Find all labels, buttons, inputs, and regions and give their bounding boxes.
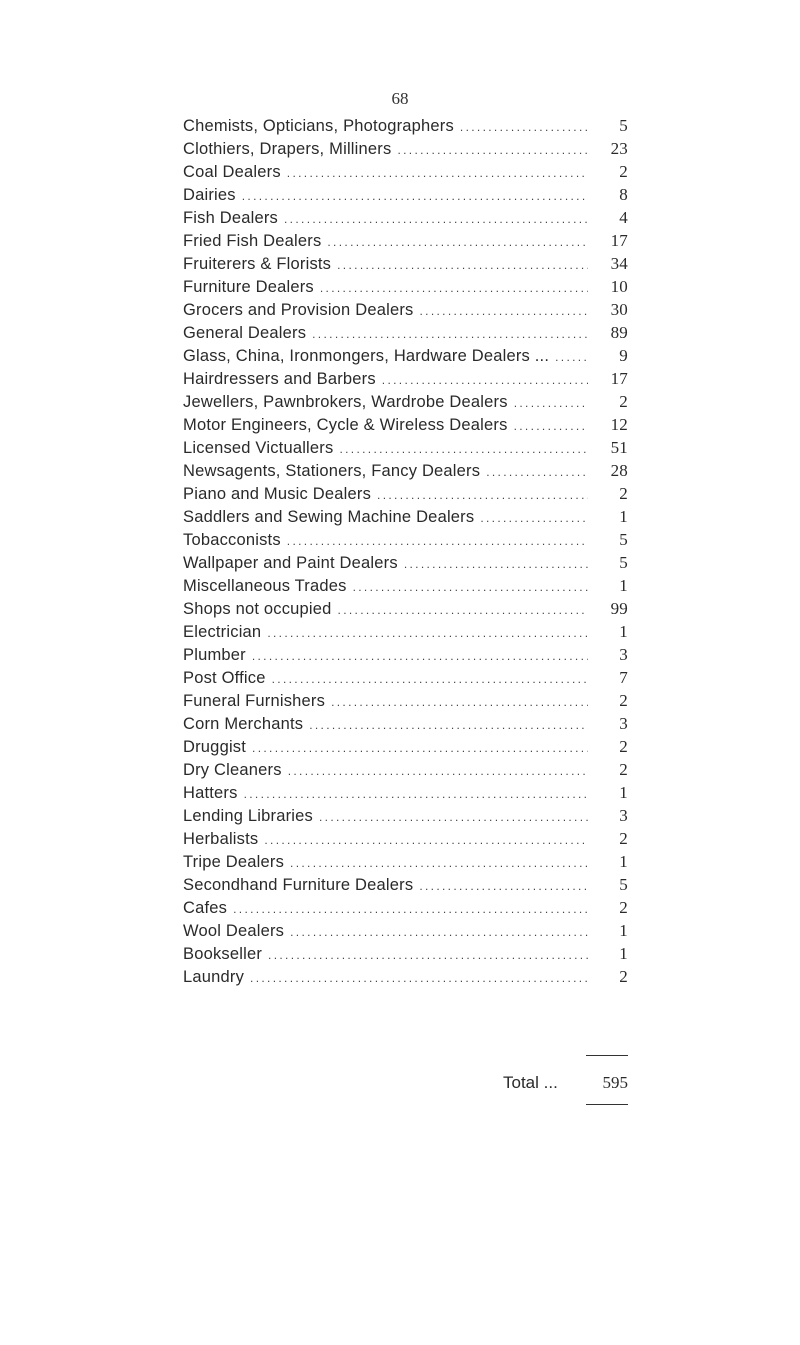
trade-name: Hairdressers and Barbers (183, 370, 376, 388)
trade-name: Lending Libraries (183, 807, 313, 825)
trade-row (183, 875, 628, 898)
trade-count: 5 (619, 530, 628, 549)
dot-leader (242, 189, 588, 203)
dot-leader (377, 488, 588, 502)
trade-name: Jewellers, Pawnbrokers, Wardrobe Dealers (183, 393, 508, 411)
trade-name: Clothiers, Drapers, Milliners (183, 140, 392, 158)
trade-row (183, 507, 628, 530)
trade-row (183, 277, 628, 300)
dot-leader (272, 672, 588, 686)
page-number: 68 (391, 89, 409, 108)
trade-row (183, 714, 628, 737)
trade-row (183, 668, 628, 691)
trade-name: Dairies (183, 186, 236, 204)
trade-name: Corn Merchants (183, 715, 304, 733)
dot-leader (309, 718, 588, 732)
dot-leader (287, 166, 588, 180)
trade-count: 99 (610, 599, 628, 618)
trade-name: Secondhand Furniture Dealers (183, 876, 414, 894)
trade-row (183, 553, 628, 576)
dot-leader (337, 258, 588, 272)
trade-name: Coal Dealers (183, 163, 281, 181)
total-row (503, 1073, 628, 1093)
dot-leader (353, 580, 588, 594)
trade-count: 30 (610, 300, 628, 319)
dot-leader (284, 212, 588, 226)
trade-row (183, 208, 628, 231)
trade-name: Miscellaneous Trades (183, 577, 347, 595)
trade-name: Glass, China, Ironmongers, Hardware Dealers ... (183, 347, 550, 365)
trade-row (183, 806, 628, 829)
trade-row (183, 484, 628, 507)
trade-name: General Dealers (183, 324, 307, 342)
trade-count: 2 (619, 967, 628, 986)
trade-name: Laundry (183, 968, 245, 986)
total-label: Total ... (503, 1073, 558, 1092)
dot-leader (382, 373, 588, 387)
trade-name: Post Office (183, 669, 266, 687)
trade-row (183, 852, 628, 875)
trade-count: 23 (610, 139, 628, 158)
dot-leader (327, 235, 588, 249)
trade-name: Tobacconists (183, 531, 281, 549)
trade-row (183, 139, 628, 162)
dot-leader (419, 304, 588, 318)
total-rule-bottom (586, 1104, 628, 1105)
dot-leader (339, 442, 588, 456)
trade-name: Electrician (183, 623, 262, 641)
trade-count: 34 (610, 254, 628, 273)
trade-row (183, 691, 628, 714)
trade-name: Hatters (183, 784, 238, 802)
trade-name: Piano and Music Dealers (183, 485, 372, 503)
dot-leader (404, 557, 588, 571)
trade-name: Saddlers and Sewing Machine Dealers (183, 508, 475, 526)
trade-count: 89 (610, 323, 628, 342)
trade-row (183, 576, 628, 599)
trade-row (183, 116, 628, 139)
trade-name: Fruiterers & Florists (183, 255, 332, 273)
trade-count: 51 (610, 438, 628, 457)
trade-name: Plumber (183, 646, 246, 664)
dot-leader (268, 948, 588, 962)
trade-row (183, 231, 628, 254)
trade-count: 2 (619, 691, 628, 710)
trade-name: Funeral Furnishers (183, 692, 326, 710)
trade-count: 9 (619, 346, 628, 365)
dot-leader (397, 143, 588, 157)
trade-row (183, 254, 628, 277)
trade-count: 4 (619, 208, 628, 227)
trade-row (183, 622, 628, 645)
trade-count: 10 (610, 277, 628, 296)
dot-leader (233, 902, 588, 916)
trade-row (183, 898, 628, 921)
trade-row (183, 369, 628, 392)
trade-row (183, 438, 628, 461)
trade-name: Grocers and Provision Dealers (183, 301, 414, 319)
trade-row (183, 599, 628, 622)
trade-row (183, 461, 628, 484)
trade-name: Chemists, Opticians, Photographers (183, 117, 454, 135)
trade-row (183, 392, 628, 415)
trade-count: 12 (610, 415, 628, 434)
trade-count: 2 (619, 760, 628, 779)
trade-name: Fish Dealers (183, 209, 279, 227)
trade-row (183, 645, 628, 668)
trade-row (183, 944, 628, 967)
dot-leader (460, 120, 588, 134)
dot-leader (419, 879, 588, 893)
trade-count: 1 (619, 921, 628, 940)
trade-row (183, 783, 628, 806)
trade-count: 3 (619, 714, 628, 733)
dot-leader (252, 649, 588, 663)
trade-row (183, 162, 628, 185)
dot-leader (288, 764, 588, 778)
trade-row (183, 415, 628, 438)
trade-row (183, 323, 628, 346)
dot-leader (252, 741, 588, 755)
trade-count: 2 (619, 898, 628, 917)
dot-leader (287, 534, 588, 548)
trade-name: Dry Cleaners (183, 761, 282, 779)
trade-count: 3 (619, 645, 628, 664)
trade-count: 1 (619, 944, 628, 963)
trade-row (183, 346, 628, 369)
trade-count: 2 (619, 737, 628, 756)
trade-row (183, 921, 628, 944)
trade-count: 1 (619, 622, 628, 641)
trade-count: 1 (619, 783, 628, 802)
trade-name: Druggist (183, 738, 247, 756)
trade-count: 5 (619, 875, 628, 894)
dot-leader (331, 695, 588, 709)
trade-name: Fried Fish Dealers (183, 232, 322, 250)
trade-count: 28 (610, 461, 628, 480)
total-rule-top (586, 1055, 628, 1056)
trade-count: 1 (619, 852, 628, 871)
trade-name: Motor Engineers, Cycle & Wireless Dealers (183, 416, 508, 434)
dot-leader (514, 396, 588, 410)
trade-name: Tripe Dealers (183, 853, 285, 871)
trade-name: Shops not occupied (183, 600, 332, 618)
trade-count: 5 (619, 553, 628, 572)
trade-count: 2 (619, 392, 628, 411)
trade-row (183, 760, 628, 783)
dot-leader (480, 511, 588, 525)
trade-name: Wool Dealers (183, 922, 285, 940)
trade-count: 2 (619, 829, 628, 848)
trade-count: 8 (619, 185, 628, 204)
dot-leader (312, 327, 588, 341)
dot-leader (555, 350, 588, 364)
trade-name: Wallpaper and Paint Dealers (183, 554, 398, 572)
trade-count: 17 (610, 369, 628, 388)
trade-name: Herbalists (183, 830, 259, 848)
trade-name: Cafes (183, 899, 228, 917)
dot-leader (264, 833, 588, 847)
trade-count: 1 (619, 507, 628, 526)
trade-row (183, 829, 628, 852)
trade-count: 2 (619, 162, 628, 181)
trade-count: 17 (610, 231, 628, 250)
trade-name: Furniture Dealers (183, 278, 314, 296)
trade-name: Newsagents, Stationers, Fancy Dealers (183, 462, 481, 480)
dot-leader (514, 419, 588, 433)
trade-name: Bookseller (183, 945, 263, 963)
dot-leader (250, 971, 588, 985)
trade-count: 3 (619, 806, 628, 825)
dot-leader (319, 810, 588, 824)
trade-list (183, 116, 628, 990)
trade-count: 1 (619, 576, 628, 595)
trade-row (183, 737, 628, 760)
trade-row (183, 967, 628, 990)
trade-row (183, 300, 628, 323)
dot-leader (338, 603, 588, 617)
dot-leader (486, 465, 588, 479)
dot-leader (267, 626, 588, 640)
dot-leader (290, 925, 588, 939)
trade-name: Licensed Victuallers (183, 439, 334, 457)
total-value: 595 (602, 1073, 628, 1092)
trade-count: 2 (619, 484, 628, 503)
dot-leader (290, 856, 588, 870)
dot-leader (320, 281, 588, 295)
trade-row (183, 185, 628, 208)
dot-leader (244, 787, 588, 801)
trade-count: 5 (619, 116, 628, 135)
trade-count: 7 (619, 668, 628, 687)
trade-row (183, 530, 628, 553)
